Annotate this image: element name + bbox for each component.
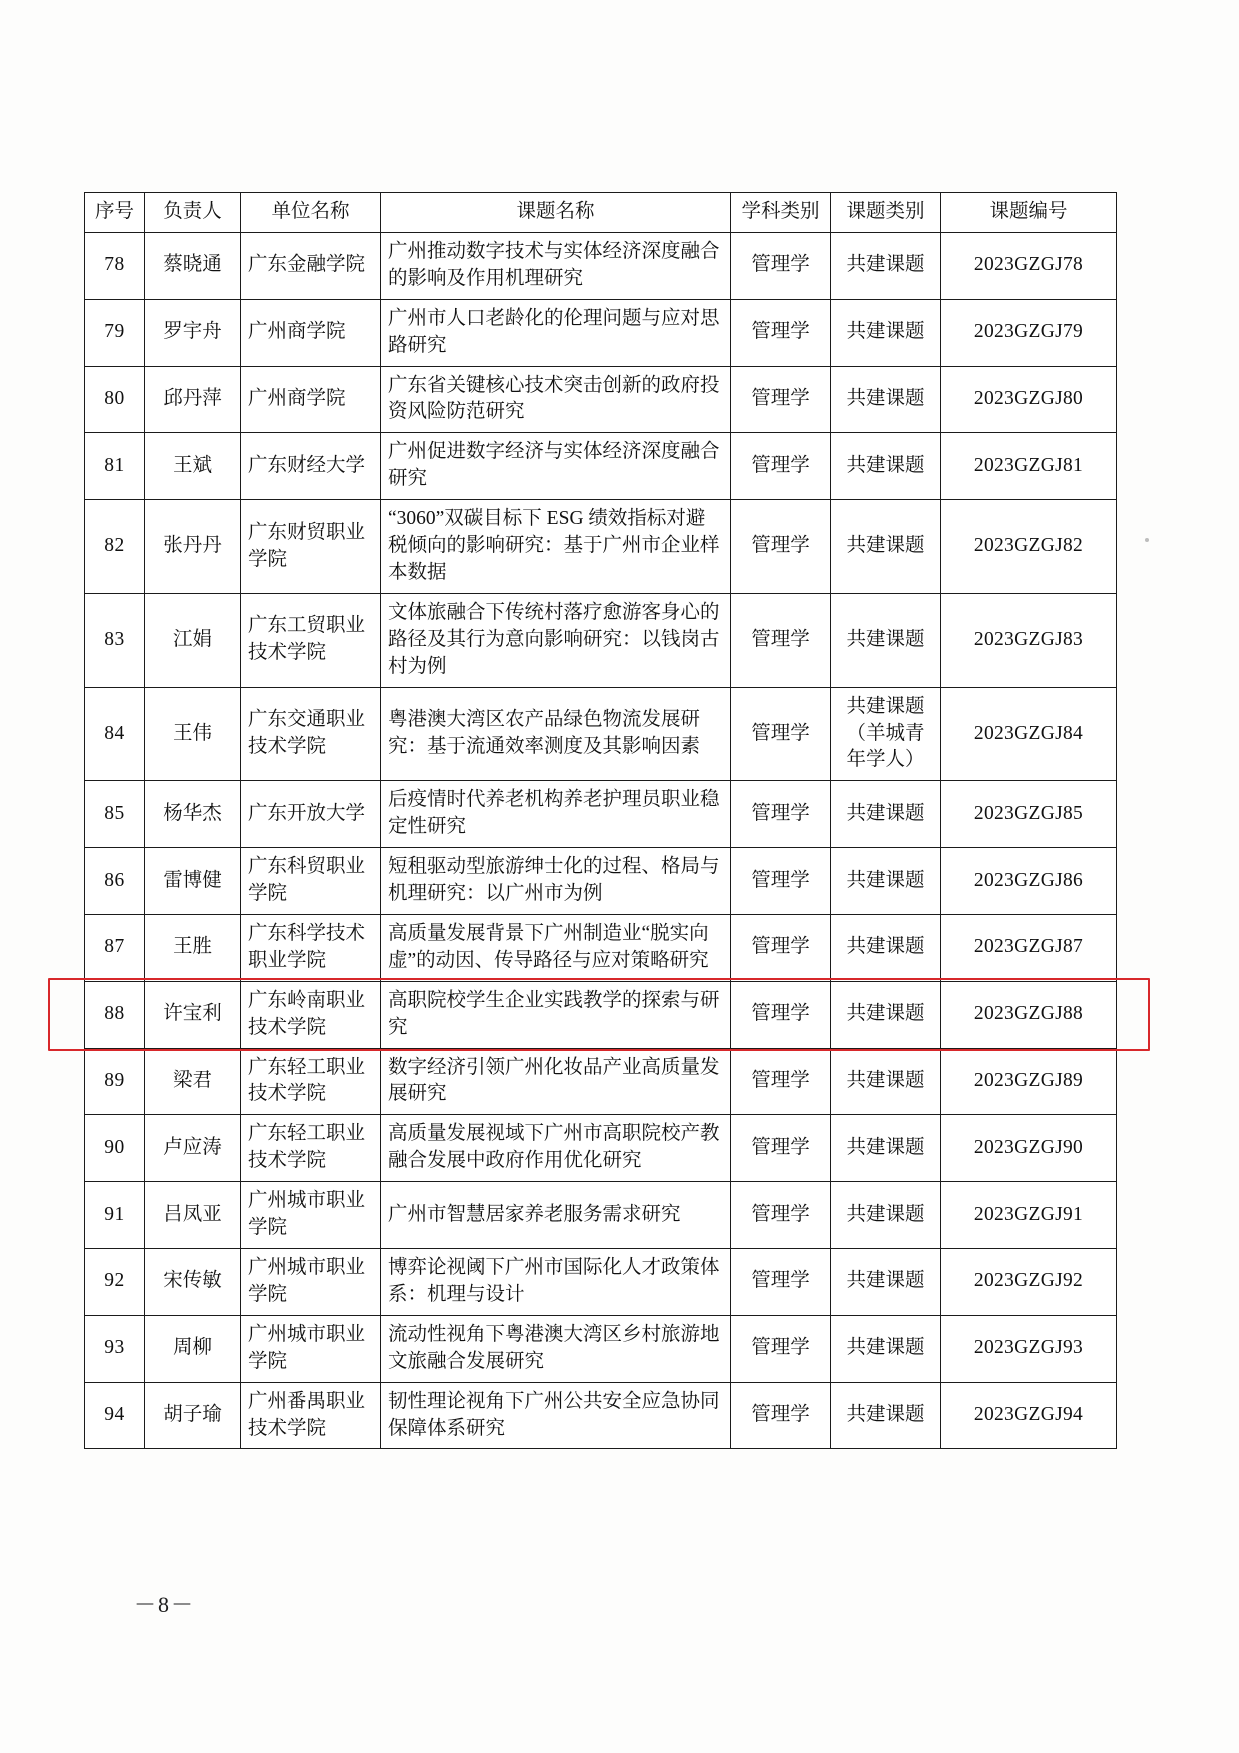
cell-leader: 杨华杰 (145, 781, 241, 848)
cell-discipline: 管理学 (731, 687, 831, 781)
cell-seq: 92 (85, 1249, 145, 1316)
cell-code: 2023GZGJ90 (941, 1115, 1117, 1182)
cell-discipline: 管理学 (731, 1249, 831, 1316)
cell-leader: 王伟 (145, 687, 241, 781)
cell-leader: 宋传敏 (145, 1249, 241, 1316)
cell-category: 共建课题 (831, 1382, 941, 1449)
cell-discipline: 管理学 (731, 848, 831, 915)
cell-category: 共建课题 (831, 1048, 941, 1115)
cell-category: 共建课题 (831, 1249, 941, 1316)
table-row (85, 232, 1117, 299)
cell-category: 共建课题 (831, 232, 941, 299)
cell-code: 2023GZGJ88 (941, 981, 1117, 1048)
cell-leader: 卢应涛 (145, 1115, 241, 1182)
table-row (85, 299, 1117, 366)
cell-leader: 雷博健 (145, 848, 241, 915)
cell-category: 共建课题 (831, 914, 941, 981)
cell-code: 2023GZGJ84 (941, 687, 1117, 781)
cell-leader: 张丹丹 (145, 500, 241, 594)
cell-title: 高质量发展背景下广州制造业“脱实向虚”的动因、传导路径与应对策略研究 (381, 914, 731, 981)
cell-unit: 广东岭南职业技术学院 (241, 981, 381, 1048)
cell-leader: 王胜 (145, 914, 241, 981)
cell-discipline: 管理学 (731, 1182, 831, 1249)
cell-seq: 94 (85, 1382, 145, 1449)
cell-title: 高质量发展视域下广州市高职院校产教融合发展中政府作用优化研究 (381, 1115, 731, 1182)
column-header-discipline: 学科类别 (731, 193, 831, 233)
cell-code: 2023GZGJ80 (941, 366, 1117, 433)
table-row (85, 500, 1117, 594)
cell-seq: 84 (85, 687, 145, 781)
cell-unit: 广东轻工职业技术学院 (241, 1115, 381, 1182)
table-row (85, 848, 1117, 915)
cell-leader: 罗宇舟 (145, 299, 241, 366)
cell-discipline: 管理学 (731, 1315, 831, 1382)
cell-unit: 广东金融学院 (241, 232, 381, 299)
cell-category: 共建课题 (831, 366, 941, 433)
column-header-leader: 负责人 (145, 193, 241, 233)
cell-discipline: 管理学 (731, 299, 831, 366)
cell-category: 共建课题 (831, 593, 941, 687)
cell-discipline: 管理学 (731, 1382, 831, 1449)
table-row (85, 781, 1117, 848)
column-header-code: 课题编号 (941, 193, 1117, 233)
cell-category: 共建课题 (831, 848, 941, 915)
cell-seq: 79 (85, 299, 145, 366)
cell-code: 2023GZGJ81 (941, 433, 1117, 500)
cell-code: 2023GZGJ92 (941, 1249, 1117, 1316)
cell-seq: 78 (85, 232, 145, 299)
cell-title: 后疫情时代养老机构养老护理员职业稳定性研究 (381, 781, 731, 848)
cell-category: 共建课题 (831, 1115, 941, 1182)
table-row (85, 1249, 1117, 1316)
cell-code: 2023GZGJ94 (941, 1382, 1117, 1449)
cell-code: 2023GZGJ79 (941, 299, 1117, 366)
cell-unit: 广东工贸职业技术学院 (241, 593, 381, 687)
cell-leader: 周柳 (145, 1315, 241, 1382)
cell-seq: 80 (85, 366, 145, 433)
cell-category: 共建课题 (831, 781, 941, 848)
cell-title: “3060”双碳目标下 ESG 绩效指标对避税倾向的影响研究：基于广州市企业样本数据 (381, 500, 731, 594)
cell-unit: 广州商学院 (241, 366, 381, 433)
cell-seq: 83 (85, 593, 145, 687)
cell-category: 共建课题 (831, 433, 941, 500)
cell-title: 流动性视角下粤港澳大湾区乡村旅游地文旅融合发展研究 (381, 1315, 731, 1382)
project-table (84, 192, 1117, 1449)
cell-discipline: 管理学 (731, 1115, 831, 1182)
table-row (85, 687, 1117, 781)
cell-title: 广州促进数字经济与实体经济深度融合研究 (381, 433, 731, 500)
cell-unit: 广东交通职业技术学院 (241, 687, 381, 781)
cell-code: 2023GZGJ85 (941, 781, 1117, 848)
cell-title: 韧性理论视角下广州公共安全应急协同保障体系研究 (381, 1382, 731, 1449)
cell-seq: 86 (85, 848, 145, 915)
table-row (85, 1182, 1117, 1249)
cell-seq: 88 (85, 981, 145, 1048)
cell-leader: 江娟 (145, 593, 241, 687)
cell-unit: 广东财贸职业学院 (241, 500, 381, 594)
cell-seq: 85 (85, 781, 145, 848)
cell-category: 共建课题（羊城青年学人） (831, 687, 941, 781)
project-table-container (84, 192, 1116, 1449)
cell-title: 粤港澳大湾区农产品绿色物流发展研究：基于流通效率测度及其影响因素 (381, 687, 731, 781)
cell-seq: 81 (85, 433, 145, 500)
cell-seq: 91 (85, 1182, 145, 1249)
cell-discipline: 管理学 (731, 366, 831, 433)
cell-unit: 广东科学技术职业学院 (241, 914, 381, 981)
table-row (85, 981, 1117, 1048)
cell-title: 博弈论视阈下广州市国际化人才政策体系：机理与设计 (381, 1249, 731, 1316)
cell-unit: 广州商学院 (241, 299, 381, 366)
cell-unit: 广州城市职业学院 (241, 1182, 381, 1249)
cell-title: 高职院校学生企业实践教学的探索与研究 (381, 981, 731, 1048)
cell-code: 2023GZGJ82 (941, 500, 1117, 594)
cell-category: 共建课题 (831, 500, 941, 594)
cell-code: 2023GZGJ89 (941, 1048, 1117, 1115)
cell-discipline: 管理学 (731, 500, 831, 594)
scan-artifact-dot (1145, 538, 1149, 542)
cell-title: 广州推动数字技术与实体经济深度融合的影响及作用机理研究 (381, 232, 731, 299)
cell-discipline: 管理学 (731, 593, 831, 687)
cell-category: 共建课题 (831, 1182, 941, 1249)
table-body (85, 232, 1117, 1449)
cell-leader: 胡子瑜 (145, 1382, 241, 1449)
cell-seq: 90 (85, 1115, 145, 1182)
cell-leader: 梁君 (145, 1048, 241, 1115)
column-header-unit: 单位名称 (241, 193, 381, 233)
cell-title: 短租驱动型旅游绅士化的过程、格局与机理研究：以广州市为例 (381, 848, 731, 915)
cell-title: 广州市智慧居家养老服务需求研究 (381, 1182, 731, 1249)
cell-leader: 王斌 (145, 433, 241, 500)
cell-code: 2023GZGJ83 (941, 593, 1117, 687)
cell-unit: 广州番禺职业技术学院 (241, 1382, 381, 1449)
cell-title: 文体旅融合下传统村落疗愈游客身心的路径及其行为意向影响研究：以钱岗古村为例 (381, 593, 731, 687)
cell-unit: 广州城市职业学院 (241, 1249, 381, 1316)
column-header-category: 课题类别 (831, 193, 941, 233)
cell-category: 共建课题 (831, 299, 941, 366)
cell-seq: 93 (85, 1315, 145, 1382)
table-row (85, 366, 1117, 433)
cell-unit: 广东开放大学 (241, 781, 381, 848)
cell-unit: 广州城市职业学院 (241, 1315, 381, 1382)
table-row (85, 593, 1117, 687)
cell-title: 广州市人口老龄化的伦理问题与应对思路研究 (381, 299, 731, 366)
cell-leader: 吕凤亚 (145, 1182, 241, 1249)
cell-code: 2023GZGJ86 (941, 848, 1117, 915)
cell-code: 2023GZGJ78 (941, 232, 1117, 299)
table-row (85, 1382, 1117, 1449)
column-header-title: 课题名称 (381, 193, 731, 233)
cell-seq: 87 (85, 914, 145, 981)
cell-seq: 82 (85, 500, 145, 594)
cell-unit: 广东轻工职业技术学院 (241, 1048, 381, 1115)
cell-code: 2023GZGJ93 (941, 1315, 1117, 1382)
column-header-seq: 序号 (85, 193, 145, 233)
page-number: －8－ (134, 1592, 196, 1617)
cell-seq: 89 (85, 1048, 145, 1115)
cell-title: 广东省关键核心技术突击创新的政府投资风险防范研究 (381, 366, 731, 433)
cell-discipline: 管理学 (731, 981, 831, 1048)
cell-unit: 广东科贸职业学院 (241, 848, 381, 915)
table-row (85, 1048, 1117, 1115)
table-row (85, 433, 1117, 500)
table-header (85, 193, 1117, 233)
cell-code: 2023GZGJ87 (941, 914, 1117, 981)
cell-category: 共建课题 (831, 1315, 941, 1382)
table-row (85, 1315, 1117, 1382)
cell-leader: 许宝利 (145, 981, 241, 1048)
cell-unit: 广东财经大学 (241, 433, 381, 500)
cell-discipline: 管理学 (731, 433, 831, 500)
cell-leader: 邱丹萍 (145, 366, 241, 433)
cell-discipline: 管理学 (731, 232, 831, 299)
cell-discipline: 管理学 (731, 1048, 831, 1115)
table-row (85, 1115, 1117, 1182)
cell-leader: 蔡晓通 (145, 232, 241, 299)
table-header-row (85, 193, 1117, 233)
cell-code: 2023GZGJ91 (941, 1182, 1117, 1249)
cell-title: 数字经济引领广州化妆品产业高质量发展研究 (381, 1048, 731, 1115)
cell-discipline: 管理学 (731, 781, 831, 848)
table-row (85, 914, 1117, 981)
cell-discipline: 管理学 (731, 914, 831, 981)
cell-category: 共建课题 (831, 981, 941, 1048)
